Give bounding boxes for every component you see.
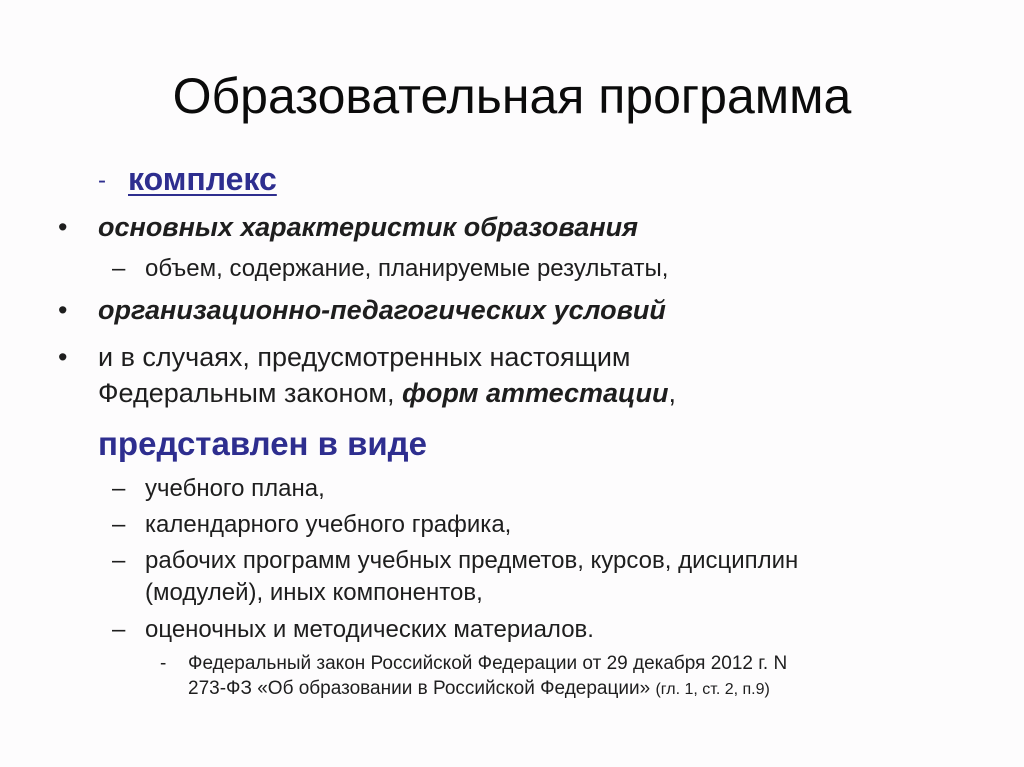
dash-marker: – [112,547,126,574]
source-reference: (гл. 1, ст. 2, п.9) [655,681,770,698]
sub-item-volume: объем, содержание, планируемые результаты, [145,255,669,282]
small-dash-marker: - [160,653,167,674]
form-item-schedule: календарного учебного графика, [145,511,512,538]
source-line1: Федеральный закон Российской Федерации от 29 декабря 2012 г. N [188,653,788,674]
bullet-cases-emphasis: форм аттестации [402,378,669,408]
bullet-characteristics: основных характеристик образования [98,212,639,242]
dash-marker: – [112,616,126,643]
form-item-curriculum: учебного плана, [145,475,325,502]
bullet-marker: • [58,295,68,325]
represented-heading: представлен в виде [98,425,427,462]
source-line2 [188,677,770,702]
lead-dash: - [98,167,106,194]
bullet-marker: • [58,212,68,242]
lead-term: комплекс [128,161,277,197]
source-law-title: 273-ФЗ «Об образовании в Российской Федерации» [188,678,651,699]
bullet-marker: • [58,342,68,372]
bullet-cases-line2 [98,376,676,410]
form-item-programs-line2: (модулей), иных компонентов, [145,579,483,606]
bullet-cases-line1: и в случаях, предусмотренных настоящим [98,342,631,372]
bullet-conditions: организационно-педагогических условий [98,295,666,325]
dash-marker: – [112,511,126,538]
slide-title: Образовательная программа [172,68,852,124]
form-item-programs-line1: рабочих программ учебных предметов, курсов, дисциплин [145,547,799,574]
form-item-materials: оценочных и методических материалов. [145,616,594,643]
dash-marker: – [112,475,126,502]
bullet-cases-comma: , [668,378,676,408]
dash-marker: – [112,255,126,282]
bullet-cases-plain: Федеральным законом, [98,378,395,408]
